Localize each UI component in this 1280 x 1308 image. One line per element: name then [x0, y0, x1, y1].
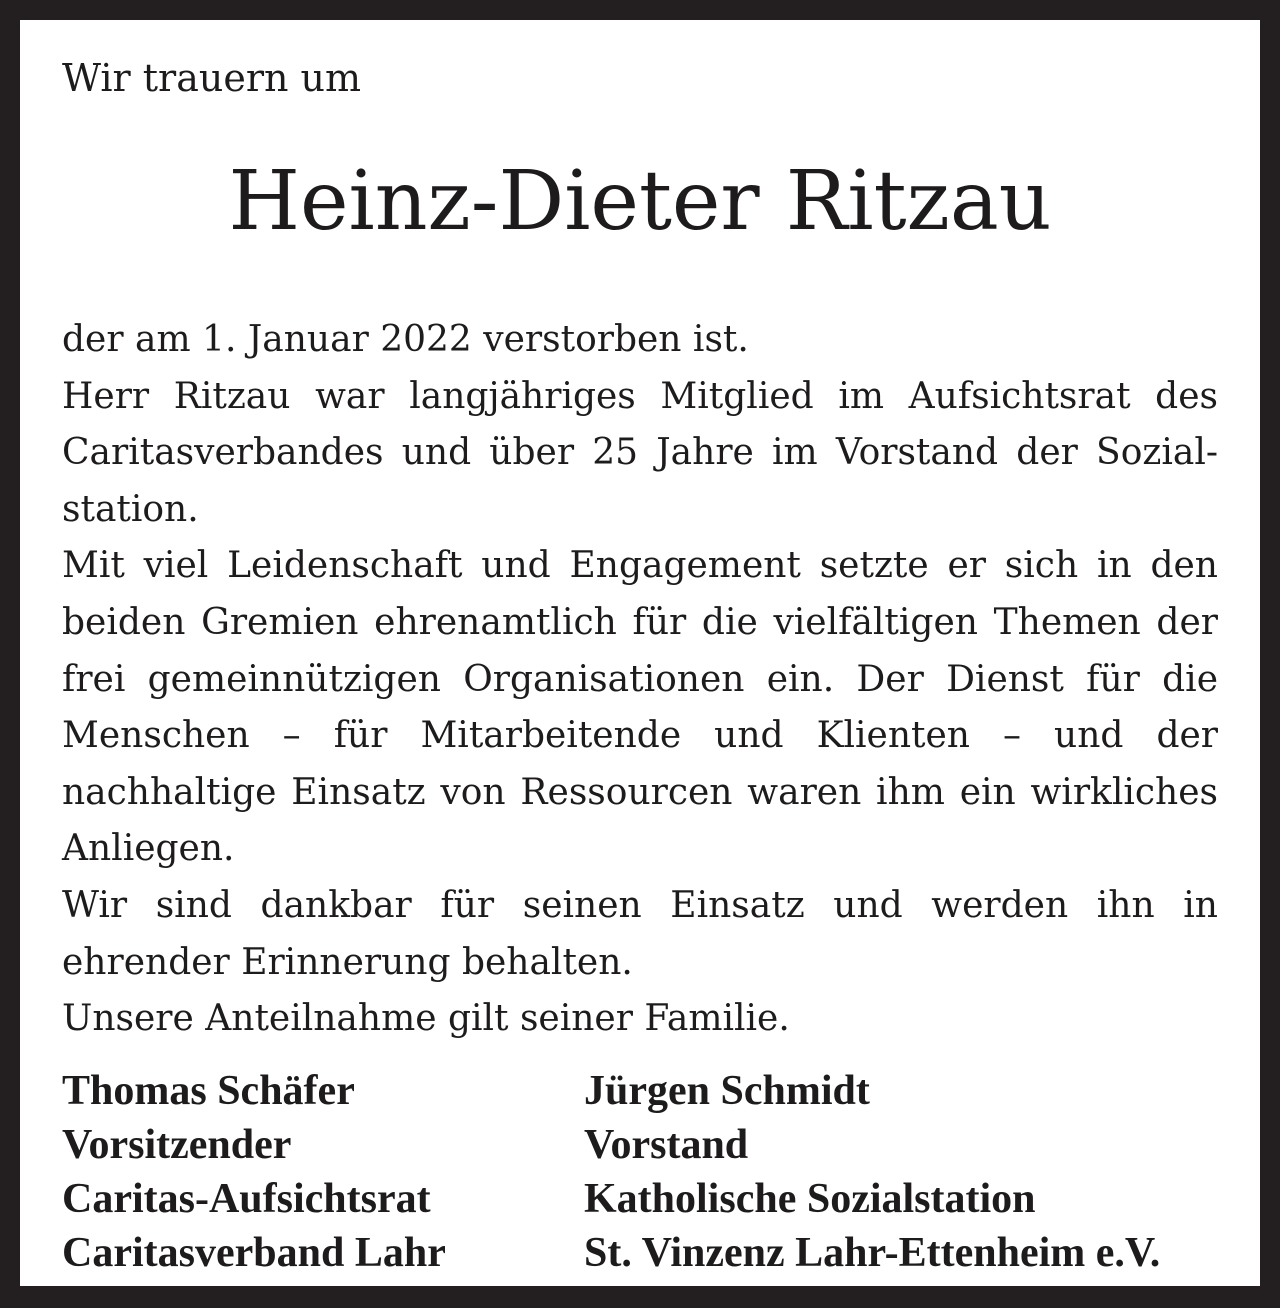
paragraph-engagement: Mit viel Leidenschaft und Engagement setzte er sich in den beiden Gremien ehrenamtlich für die vielfältigen Themen der frei gemeinnützigen Organisationen ein. Der Dienst für die Menschen – für Mitarbeitende und Klienten – und der nachhaltige Einsatz von Ressourcen waren ihm ein wirkliches Anliegen. [62, 545, 1218, 870]
signatory-body: Caritas-Aufsichtsrat [62, 1176, 431, 1222]
deceased-name: Heinz-Dieter Ritzau [228, 154, 1052, 249]
signatory-role: Vorsitzender [62, 1122, 292, 1168]
signatory-left [62, 1064, 446, 1280]
paragraph-gratitude: Wir sind dankbar für seinen Einsatz und werden ihn in ehrender Erinnerung behalten. [62, 884, 1218, 983]
signatory-right [584, 1064, 1160, 1280]
obituary-notice [20, 20, 1260, 1286]
signatory-organization: Caritasverband Lahr [62, 1230, 446, 1276]
signatory-name: Thomas Schäfer [62, 1068, 355, 1114]
signatory-organization: St. Vinzenz Lahr-Ettenheim e.V. [584, 1230, 1161, 1276]
intro-line: Wir trauern um [62, 56, 362, 100]
signatory-body: Katholische Sozialstation [584, 1176, 1036, 1222]
notice-body [62, 312, 1218, 1048]
paragraph-condolence: Unsere Anteilnahme gilt seiner Familie. [62, 998, 790, 1040]
signatory-name: Jürgen Schmidt [584, 1068, 870, 1114]
paragraph-date: der am 1. Januar 2022 verstorben ist. [62, 319, 749, 360]
signatory-role: Vorstand [584, 1122, 749, 1168]
paragraph-membership: Herr Ritzau war langjähriges Mitglied im Aufsichtsrat des Caritasverbandes und über 25 Jahre im Vorstand der Sozialstation. [62, 375, 1218, 530]
